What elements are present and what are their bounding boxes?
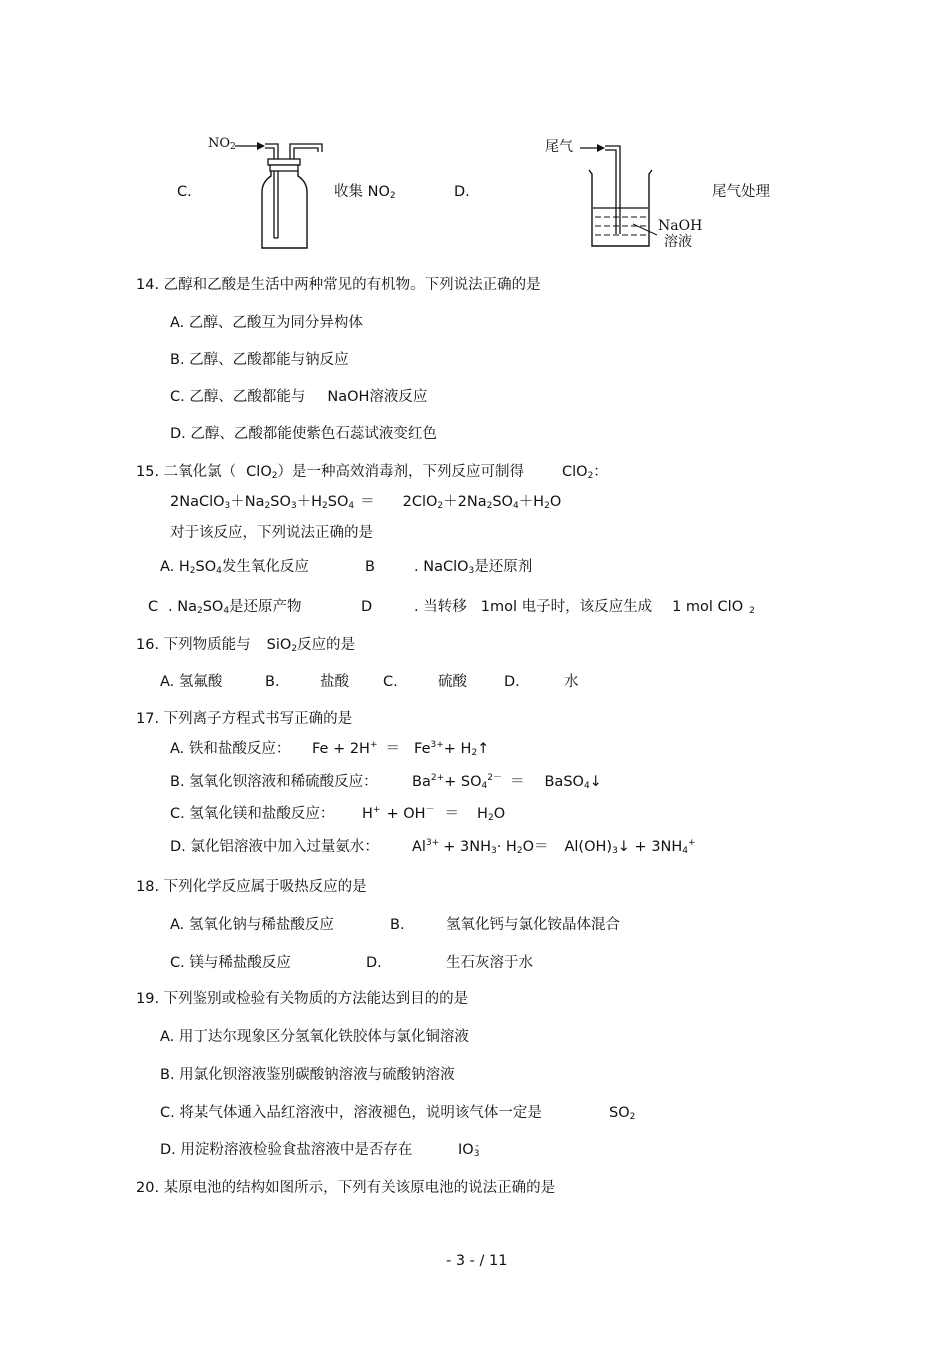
q16-option-c: 硫酸 — [438, 674, 467, 690]
q20-stem: 20. 某原电池的结构如图所示，下列有关该原电池的说法正确的是 — [136, 1180, 556, 1196]
q14-option-c: C. 乙醇、乙酸都能与 NaOH溶液反应 — [170, 389, 428, 405]
q17-option-a-label: A. 铁和盐酸反应： — [170, 741, 291, 757]
option-c-caption: 收集 $NO_2$ — [334, 184, 396, 201]
q19-option-a: A. 用丁达尔现象区分氢氧化铁胶体与氯化铜溶液 — [160, 1029, 469, 1045]
q15-stem: 15. 二氧化氯（ ClO$_2$）是一种高效消毒剂，下列反应可制得 ClO$_2$： — [136, 464, 608, 481]
q14-option-b: B. 乙醇、乙酸都能与钠反应 — [170, 352, 349, 368]
q14-stem: 14. 乙醇和乙酸是生活中两种常见的有机物。下列说法正确的是 — [136, 277, 541, 293]
q17-option-a-equation: $Fe + 2H^+ = Fe^{3+}+$ $H_2↑$ — [312, 740, 490, 758]
q17-option-b-label: B. 氢氧化钡溶液和稀硫酸反应： — [170, 774, 378, 790]
beaker-diagram — [575, 138, 665, 253]
q17-option-b-equation: $Ba^{2+}+ SO_4^{2-}$ ＝ BaSO$_4$↓ — [412, 773, 602, 791]
q18-option-d: 生石灰溶于水 — [446, 955, 533, 971]
q18-option-b: 氢氧化钙与氯化铵晶体混合 — [446, 917, 620, 933]
q17-option-c-label: C. 氢氧化镁和盐酸反应： — [170, 806, 335, 822]
q15-option-d: . 当转移 1mol 电子时，该反应生成 1 mol ClO $_2$ — [414, 599, 755, 616]
q18-option-c: C. 镁与稀盐酸反应 — [170, 955, 291, 971]
q19-stem: 19. 下列鉴别或检验有关物质的方法能达到目的的是 — [136, 991, 469, 1007]
q15-equation: $2NaClO_3+Na_2SO_3+H_2SO_4 = 2ClO_2+2Na_2SO_4+H_2O$ — [170, 494, 562, 511]
q15-option-a: A. $H_2SO_4$发生氧化反应 — [160, 559, 309, 576]
q17-option-d-equation: $Al^{3+} + 3NH_3\cdot H_2O=$ $Al(OH)_3↓ + 3NH_4^+$ — [412, 838, 696, 856]
q19-option-c-gas: $SO_2$ — [609, 1105, 636, 1122]
q19-option-b: B. 用氯化钡溶液鉴别碳酸钠溶液与硫酸钠溶液 — [160, 1067, 455, 1083]
q19-option-c: C. 将某气体通入品红溶液中，溶液褪色，说明该气体一定是 — [160, 1105, 542, 1121]
q18-option-a: A. 氢氧化钠与稀盐酸反应 — [170, 917, 334, 933]
q18-stem: 18. 下列化学反应属于吸热反应的是 — [136, 879, 367, 895]
q16-option-c-letter: C. — [383, 674, 398, 690]
gas-bottle-diagram — [235, 138, 330, 253]
q15-option-b: . NaClO$_3$是还原剂 — [414, 559, 533, 576]
q18-option-d-letter: D. — [366, 955, 382, 971]
solution-label: 溶液 — [664, 234, 692, 250]
naoh-label: NaOH — [658, 218, 703, 234]
option-d-caption: 尾气处理 — [712, 184, 770, 200]
option-c-label: C. — [177, 184, 192, 200]
q19-option-d-ion: $IO_3^-$ — [458, 1141, 480, 1159]
q16-stem: 16. 下列物质能与 SiO$_2$反应的是 — [136, 637, 356, 654]
q17-stem: 17. 下列离子方程式书写正确的是 — [136, 711, 353, 727]
option-d-label: D. — [454, 184, 470, 200]
q17-option-d-label: D. 氯化铝溶液中加入过量氨水： — [170, 839, 379, 855]
q15-option-d-letter: D — [361, 599, 373, 615]
q14-option-d: D. 乙醇、乙酸都能使紫色石蕊试液变红色 — [170, 426, 437, 442]
no2-inlet-label: $NO_2$ — [208, 136, 236, 152]
q17-option-c-equation: $H^+ + OH^- = H_2O$ — [362, 805, 506, 823]
q14-option-a: A. 乙醇、乙酸互为同分异构体 — [170, 315, 363, 331]
page-number: - 3 - / 11 — [446, 1253, 508, 1269]
q16-option-d-letter: D. — [504, 674, 520, 690]
q15-option-b-letter: B — [365, 559, 375, 575]
q16-option-d: 水 — [564, 674, 579, 690]
q16-option-b: 盐酸 — [320, 674, 349, 690]
q19-option-d: D. 用淀粉溶液检验食盐溶液中是否存在 — [160, 1142, 413, 1158]
q15-option-c-letter: C — [148, 599, 159, 615]
q16-option-a: A. 氢氟酸 — [160, 674, 223, 690]
q16-option-b-letter: B. — [265, 674, 280, 690]
q15-option-c: . $Na_2SO_4$是还原产物 — [168, 599, 302, 616]
exhaust-inlet-label: 尾气 — [545, 139, 573, 155]
q15-prompt: 对于该反应，下列说法正确的是 — [170, 525, 373, 541]
q18-option-b-letter: B. — [390, 917, 405, 933]
